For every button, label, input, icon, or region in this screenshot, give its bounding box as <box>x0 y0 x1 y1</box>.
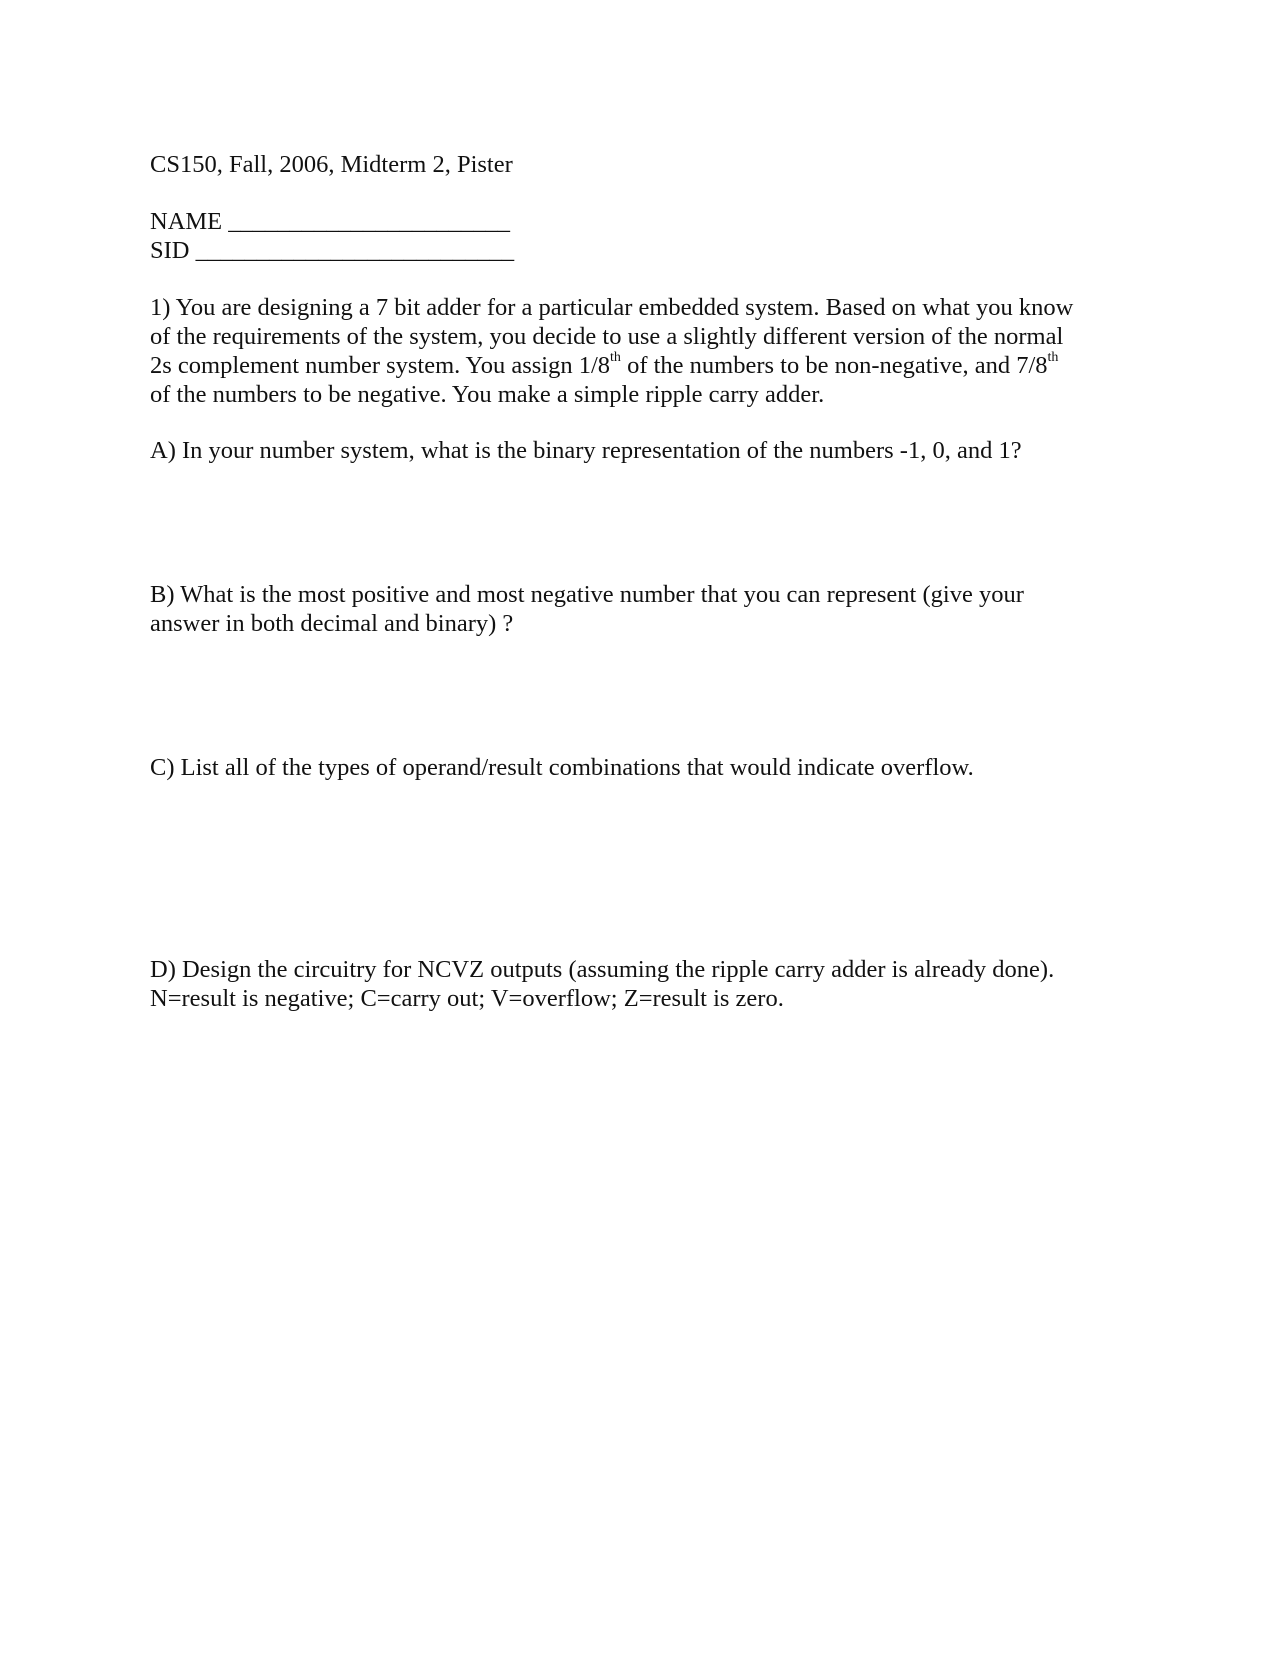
part-c-line-1: C) List all of the types of operand/result combinations that would indicate overflow. <box>150 754 974 781</box>
part-d-line-1: D) Design the circuitry for NCVZ outputs (assuming the ripple carry adder is already done). <box>150 956 1055 983</box>
sid-field <box>150 236 514 265</box>
superscript-th-1: th <box>610 349 621 365</box>
part-b <box>150 580 1110 638</box>
part-d <box>150 955 1110 1013</box>
name-blank[interactable]: _______________________ <box>228 208 511 235</box>
name-label: NAME <box>150 208 223 235</box>
part-d-line-2: N=result is negative; C=carry out; V=overflow; Z=result is zero. <box>150 985 784 1012</box>
part-b-line-2: answer in both decimal and binary) ? <box>150 610 514 637</box>
question-1-line-3 <box>150 351 1110 380</box>
part-b-line-1: B) What is the most positive and most negative number that you can represent (give your <box>150 581 1024 608</box>
part-c <box>150 753 1110 782</box>
sid-label: SID <box>150 237 190 264</box>
name-field <box>150 207 510 236</box>
superscript-th-2: th <box>1047 349 1059 365</box>
question-1-line-4: of the numbers to be negative. You make a simple ripple carry adder. <box>150 381 825 408</box>
question-1-line-3-part-a: 2s complement number system. You assign 1/8 <box>150 352 611 379</box>
sid-blank[interactable]: __________________________ <box>195 237 515 264</box>
exam-header: CS150, Fall, 2006, Midterm 2, Pister <box>150 151 513 178</box>
part-a-line-1: A) In your number system, what is the binary representation of the numbers -1, 0, and 1? <box>150 437 1022 464</box>
question-1-line-1: 1) You are designing a 7 bit adder for a particular embedded system. Based on what you know <box>150 294 1074 321</box>
question-1 <box>150 293 1110 409</box>
question-1-line-3-part-b: of the numbers to be non-negative, and 7/8 <box>620 352 1048 379</box>
part-a <box>150 436 1110 465</box>
question-1-line-2: of the requirements of the system, you decide to use a slightly different version of the normal <box>150 323 1064 350</box>
